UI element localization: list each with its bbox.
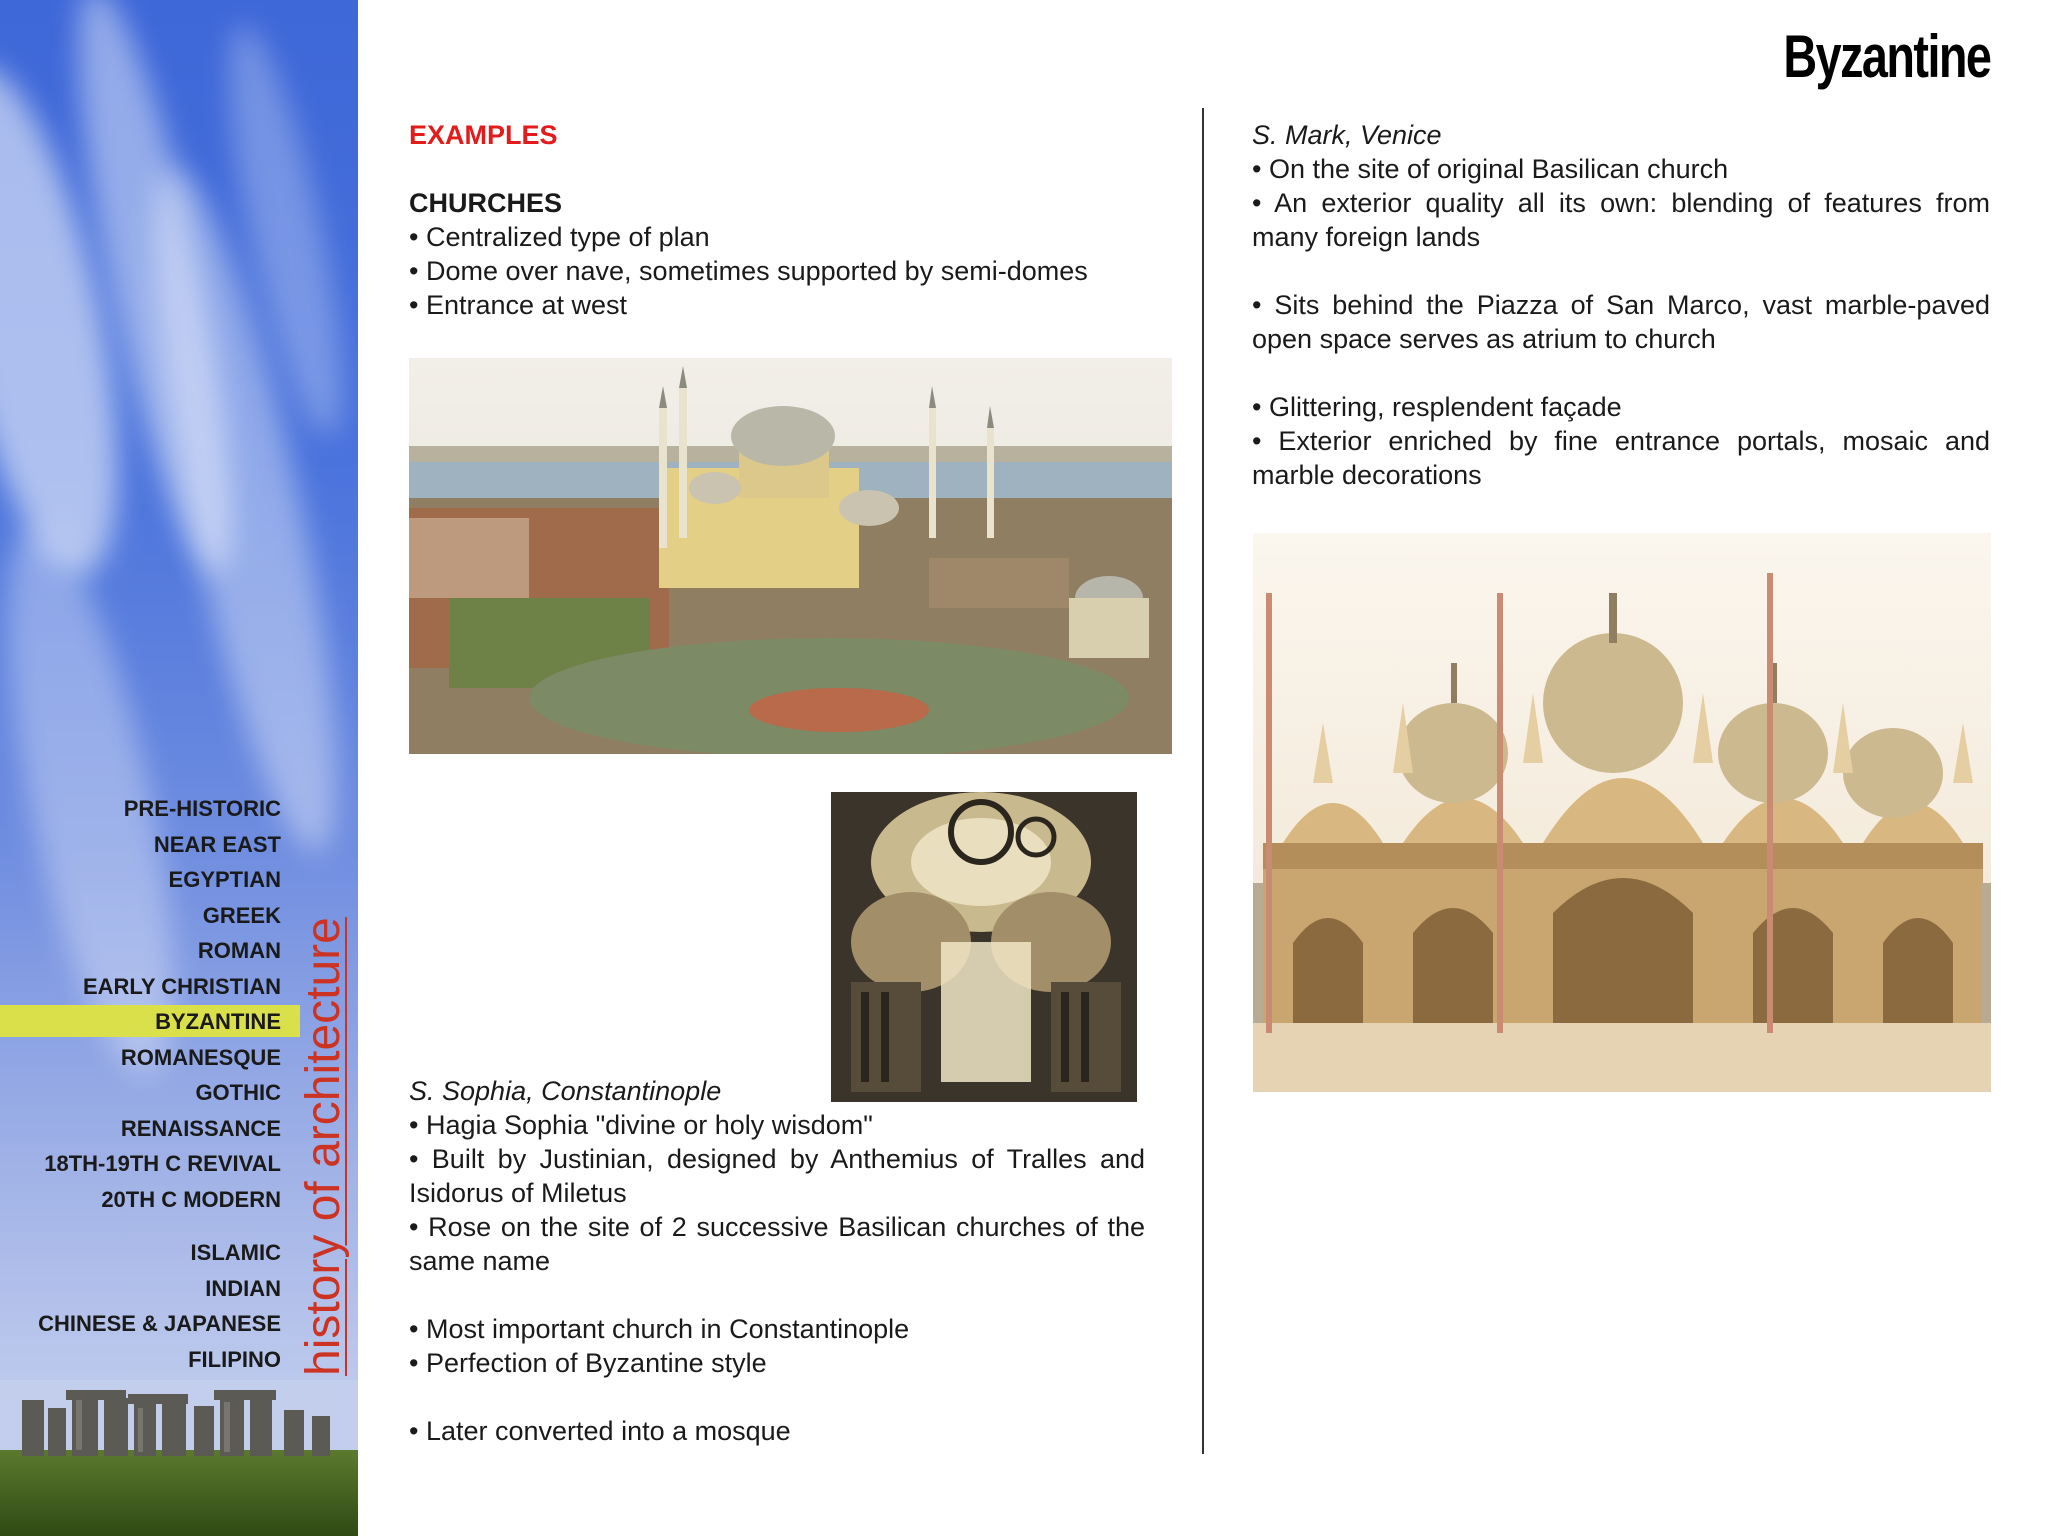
mark-bullet: • Glittering, resplendent façade [1252, 392, 1622, 422]
mark-bullet: • On the site of original Basilican church [1252, 154, 1729, 184]
nav-item-revival[interactable]: 18TH-19TH C REVIVAL [44, 1151, 281, 1176]
nav-item-byzantine[interactable]: BYZANTINE [155, 1009, 281, 1034]
nav-item-indian[interactable]: INDIAN [205, 1275, 281, 1301]
mark-bullet: • An exterior quality all its own: blending of features from many foreign lands [1252, 188, 1990, 252]
st-mark-venice-photo [1253, 533, 1991, 1092]
mark-bullet: • Sits behind the Piazza of San Marco, vast marble-paved open space serves as atrium to church [1252, 290, 1990, 354]
nav-item-romanesque[interactable]: ROMANESQUE [120, 1044, 281, 1070]
nav-item-filipino[interactable]: FILIPINO [188, 1346, 281, 1372]
nav-item-islamic[interactable]: ISLAMIC [190, 1240, 281, 1265]
vertical-title: history of architecture [297, 917, 350, 1376]
sophia-caption: S. Sophia, Constantinople [409, 1076, 722, 1106]
nav-item-near-east[interactable]: NEAR EAST [153, 831, 281, 857]
examples-heading: EXAMPLES [409, 120, 558, 150]
sidebar [0, 0, 358, 1536]
church-bullet: • Entrance at west [409, 290, 628, 320]
stonehenge-image [0, 1380, 358, 1536]
sophia-bullet: • Rose on the site of 2 successive Basilican churches of the same name [409, 1212, 1145, 1276]
sophia-bullet: • Built by Justinian, designed by Anthemius of Tralles and Isidorus of Miletus [409, 1144, 1145, 1208]
sophia-bullet: • Most important church in Constantinople [409, 1314, 910, 1344]
church-bullet: • Dome over nave, sometimes supported by semi-domes [409, 256, 1088, 286]
nav-item-modern[interactable]: 20TH C MODERN [101, 1186, 281, 1212]
nav-item-greek[interactable]: GREEK [202, 902, 281, 928]
hagia-sophia-exterior-photo [409, 358, 1172, 754]
church-bullet: • Centralized type of plan [409, 222, 710, 252]
sophia-section [409, 1074, 1145, 1448]
churches-subheading: CHURCHES [409, 188, 563, 218]
nav-item-gothic[interactable]: GOTHIC [195, 1080, 281, 1105]
slide-title: Byzantine [1782, 23, 1990, 90]
column-divider [1202, 108, 1204, 1454]
nav-item-pre-historic[interactable]: PRE-HISTORIC [123, 796, 281, 821]
nav-item-early-christian[interactable]: EARLY CHRISTIAN [82, 973, 281, 999]
period-nav [0, 791, 281, 1377]
nav-item-renaissance[interactable]: RENAISSANCE [120, 1115, 281, 1141]
mark-section [1252, 118, 1990, 492]
mark-bullet: • Exterior enriched by fine entrance portals, mosaic and marble decorations [1252, 426, 1990, 490]
sophia-bullet: • Hagia Sophia "divine or holy wisdom" [409, 1110, 873, 1140]
sophia-bullet: • Later converted into a mosque [409, 1416, 791, 1446]
hagia-sophia-interior-photo [831, 792, 1137, 1102]
nav-item-chinese-japanese[interactable]: CHINESE & JAPANESE [38, 1311, 281, 1336]
churches-section [409, 118, 1169, 322]
mark-caption: S. Mark, Venice [1252, 120, 1442, 150]
nav-item-roman[interactable]: ROMAN [197, 938, 281, 963]
nav-item-egyptian[interactable]: EGYPTIAN [168, 867, 281, 892]
sophia-bullet: • Perfection of Byzantine style [409, 1348, 767, 1378]
